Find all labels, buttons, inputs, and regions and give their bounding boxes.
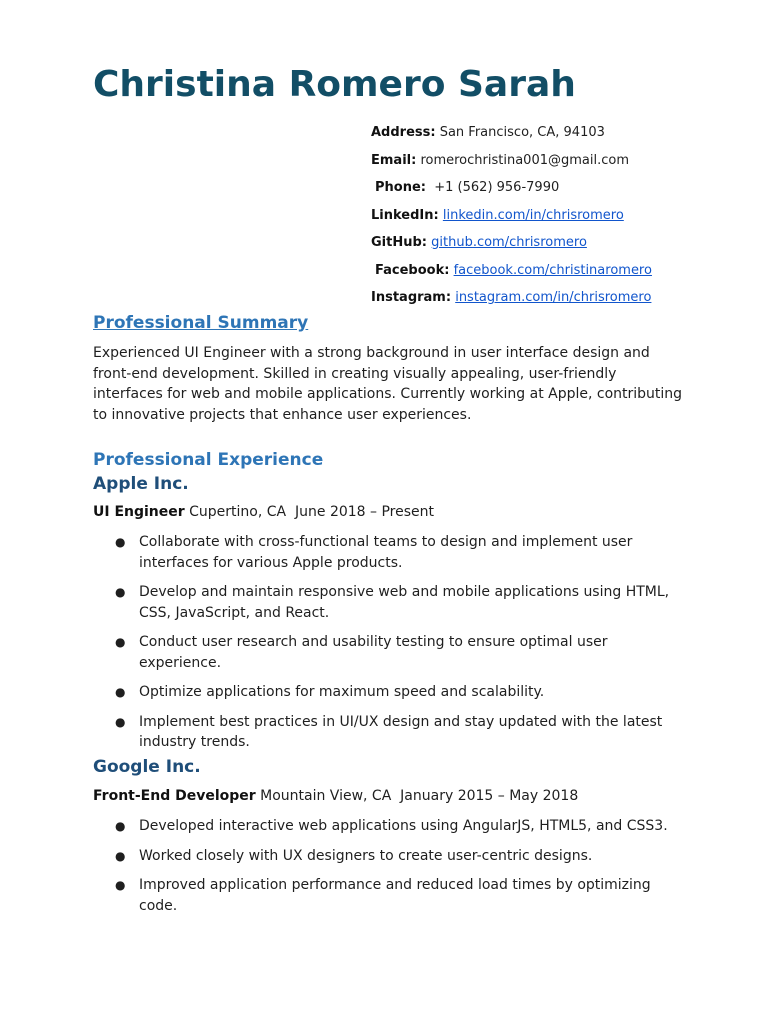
contact-email (371, 152, 751, 180)
list-item (93, 682, 683, 703)
bullet-icon: ● (115, 635, 126, 649)
facebook-link[interactable]: facebook.com/christinaromero (453, 262, 652, 278)
contact-address-value: San Francisco, CA, 94103 (439, 125, 605, 140)
bullet-text: Developed interactive web applications using AngularJS, HTML5, and CSS3. (139, 818, 668, 834)
contact-linkedin (371, 207, 751, 235)
role-details-apple: Cupertino, CA June 2018 – Present (189, 504, 434, 520)
role-title-google: Front-End Developer (93, 788, 256, 804)
list-item (93, 582, 683, 623)
list-item (93, 875, 683, 916)
bullet-icon: ● (115, 585, 126, 599)
apple-bullets (93, 532, 683, 762)
contact-facebook (371, 262, 751, 290)
contact-github-label: GitHub: (371, 235, 427, 250)
bullet-text: Develop and maintain responsive web and mobile applications using HTML, CSS, JavaScript, and React. (139, 584, 670, 621)
bullet-text: Optimize applications for maximum speed and scalability. (139, 684, 545, 700)
bullet-text: Improved application performance and reduced load times by optimizing code. (139, 877, 651, 914)
list-item (93, 712, 683, 753)
list-item (93, 816, 683, 837)
resume-name: Christina Romero Sarah (93, 64, 576, 105)
role-details-google: Mountain View, CA January 2015 – May 2018 (260, 788, 579, 804)
role-line-apple (93, 504, 434, 520)
list-item (93, 632, 683, 673)
contact-facebook-label: Facebook: (375, 262, 450, 278)
bullet-icon: ● (115, 848, 126, 863)
contact-phone-label: Phone: (375, 180, 426, 195)
bullet-text: Conduct user research and usability testing to ensure optimal user experience. (139, 634, 608, 671)
company-google: Google Inc. (93, 757, 201, 777)
contact-email-label: Email: (371, 152, 417, 168)
bullet-icon: ● (115, 535, 126, 549)
contact-address-label: Address: (371, 125, 436, 140)
contact-phone-value: +1 (562) 956-7990 (430, 180, 560, 195)
role-title-apple: UI Engineer (93, 504, 185, 520)
company-apple: Apple Inc. (93, 474, 189, 494)
contact-github (371, 234, 751, 262)
bullet-icon: ● (115, 819, 126, 833)
contact-email-value: romerochristina001@gmail.com (420, 152, 629, 168)
bullet-text: Worked closely with UX designers to create user-centric designs. (139, 847, 593, 864)
instagram-link[interactable]: instagram.com/in/chrisromero (455, 290, 652, 305)
contact-address (371, 124, 751, 152)
contact-block (371, 124, 751, 317)
bullet-icon: ● (115, 685, 126, 699)
role-line-google (93, 788, 578, 804)
linkedin-link[interactable]: linkedin.com/in/chrisromero (442, 207, 624, 223)
github-link[interactable]: github.com/chrisromero (431, 235, 587, 250)
experience-heading: Professional Experience (93, 450, 324, 470)
list-item (93, 532, 683, 573)
google-bullets (93, 816, 683, 925)
contact-instagram-label: Instagram: (371, 290, 452, 305)
bullet-text: Collaborate with cross-functional teams to design and implement user interfaces for various Apple products. (139, 534, 633, 571)
contact-phone (371, 179, 751, 207)
bullet-icon: ● (115, 714, 126, 729)
bullet-icon: ● (115, 878, 126, 892)
bullet-text: Implement best practices in UI/UX design and stay updated with the latest industry trends. (139, 713, 663, 750)
summary-text: Experienced UI Engineer with a strong background in user interface design and front-end development. Skilled in creating visually appealing, user-friendly interfaces for web and mobile applications. Currently working at Apple, contributing to innovative projects that enhance user experiences. (93, 345, 683, 423)
contact-linkedin-label: LinkedIn: (371, 207, 439, 223)
contact-instagram (371, 289, 751, 317)
summary-heading: Professional Summary (93, 313, 309, 333)
list-item (93, 846, 683, 867)
